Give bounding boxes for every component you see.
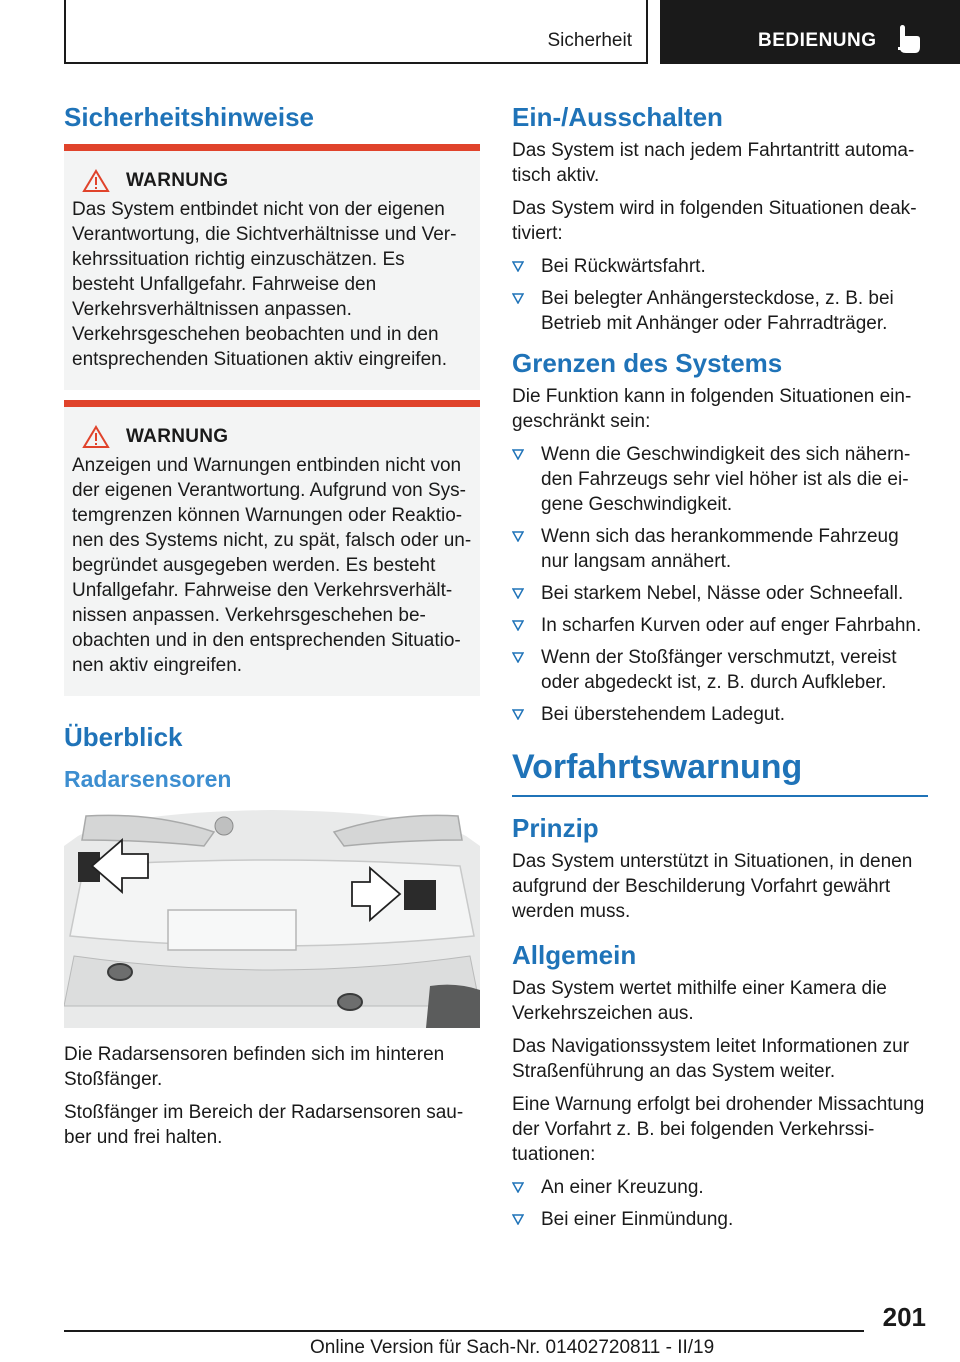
safety-heading: Sicherheitshinweise	[64, 102, 314, 132]
bullet-triangle-icon	[512, 1214, 524, 1225]
onoff-heading: Ein-/Ausschalten	[512, 102, 723, 132]
list-item: Wenn der Stoßfänger verschmutzt, vereist oder abgedeckt ist, z. B. durch Aufkleber.	[512, 645, 928, 695]
principle-heading: Prinzip	[512, 813, 599, 843]
onoff-paragraph: Das System wird in folgenden Situationen deaktiviert:	[512, 198, 917, 244]
warning-text: Das System entbindet nicht von der eigenen Verantwortung, die Sichtverhältnisse und Verkehrssituation richtig einzuschätzen. Es besteht Unfallgefahr. Fahrweise den Verkehrsverhältnissen anpassen. Verkehrsgeschehen beobachten und in den entsprechenden Situationen aktiv eingreifen.	[72, 199, 457, 370]
warning-label: WARNUNG	[126, 170, 229, 191]
warning-box	[64, 144, 480, 390]
list-item: Bei Rückwärtsfahrt.	[512, 254, 928, 279]
general-list	[512, 1175, 928, 1232]
car-rear-radar-illustration	[64, 806, 480, 1028]
overview-heading: Überblick	[64, 722, 183, 752]
principle-paragraph: Das System unterstützt in Situationen, in denen aufgrund der Beschilderung Vorfahrt gewährt werden muss.	[512, 851, 913, 922]
bullet-triangle-icon	[512, 1182, 524, 1193]
limits-paragraph: Die Funktion kann in folgenden Situationen eingeschränkt sein:	[512, 386, 912, 432]
list-item: An einer Kreuzung.	[512, 1175, 928, 1200]
warning-triangle-icon	[82, 169, 110, 193]
warning-triangle-icon	[82, 425, 110, 449]
onoff-list	[512, 254, 928, 336]
online-version-note: Online Version für Sach-Nr. 01402720811 - II/19	[310, 1337, 715, 1358]
bullet-triangle-icon	[512, 620, 524, 631]
bullet-triangle-icon	[512, 261, 524, 272]
limits-list	[512, 442, 928, 727]
page-number: 201	[882, 1302, 926, 1332]
limits-heading: Grenzen des Systems	[512, 348, 783, 378]
radar-paragraph: Die Radarsensoren befinden sich im hinteren Stoßfänger.	[64, 1044, 445, 1090]
pointing-hand-icon	[896, 24, 922, 54]
chapter-title: BEDIENUNG	[758, 30, 877, 51]
bullet-triangle-icon	[512, 449, 524, 460]
general-paragraph: Das System wertet mithilfe einer Kamera die Verkehrszeichen aus.	[512, 978, 887, 1024]
bullet-triangle-icon	[512, 588, 524, 599]
radar-heading: Radarsensoren	[64, 766, 232, 792]
list-item: Bei starkem Nebel, Nässe oder Schneefall.	[512, 581, 928, 606]
list-item: Wenn die Geschwindigkeit des sich nähernden Fahrzeugs sehr viel höher ist als die eigene Geschwindigkeit.	[512, 442, 928, 517]
warning-text: Anzeigen und Warnungen entbinden nicht von der eigenen Verantwortung. Aufgrund von Systemgrenzen können Warnungen oder Reaktionen des Systems nicht, zu spät, falsch oder unbegründet ausgegeben werden. Es besteht Unfallgefahr. Fahrweise den Verkehrsverhältnissen anpassen. Verkehrsgeschehen beobachten und in den entsprechenden Situationen aktiv eingreifen.	[72, 455, 472, 676]
right-column	[512, 100, 928, 1240]
onoff-paragraph: Das System ist nach jedem Fahrtantritt automatisch aktiv.	[512, 140, 915, 186]
section-title: Sicherheit	[547, 30, 632, 51]
general-paragraph: Das Navigationssystem leitet Informationen zur Straßenführung an das System weiter.	[512, 1036, 910, 1082]
list-item: Wenn sich das herankommende Fahrzeug nur langsam annähert.	[512, 524, 928, 574]
bullet-triangle-icon	[512, 709, 524, 720]
bullet-triangle-icon	[512, 531, 524, 542]
list-item: Bei einer Einmündung.	[512, 1207, 928, 1232]
warning-label: WARNUNG	[126, 426, 229, 447]
bullet-triangle-icon	[512, 652, 524, 663]
header-section-tab	[64, 0, 648, 64]
general-heading: Allgemein	[512, 940, 637, 970]
priority-warning-title: Vorfahrtswarnung	[512, 745, 928, 797]
general-paragraph: Eine Warnung erfolgt bei drohender Missachtung der Vorfahrt z. B. bei folgenden Verkehrssituationen:	[512, 1094, 925, 1165]
list-item: In scharfen Kurven oder auf enger Fahrbahn.	[512, 613, 928, 638]
list-item: Bei belegter Anhängersteckdose, z. B. bei Betrieb mit Anhänger oder Fahrradträger.	[512, 286, 928, 336]
header-chapter-tab	[660, 0, 960, 64]
radar-paragraph: Stoßfänger im Bereich der Radarsensoren sauber und frei halten.	[64, 1102, 464, 1148]
footer-divider	[64, 1330, 864, 1332]
list-item: Bei überstehendem Ladegut.	[512, 702, 928, 727]
bullet-triangle-icon	[512, 293, 524, 304]
left-column	[64, 100, 480, 1158]
warning-box	[64, 400, 480, 696]
